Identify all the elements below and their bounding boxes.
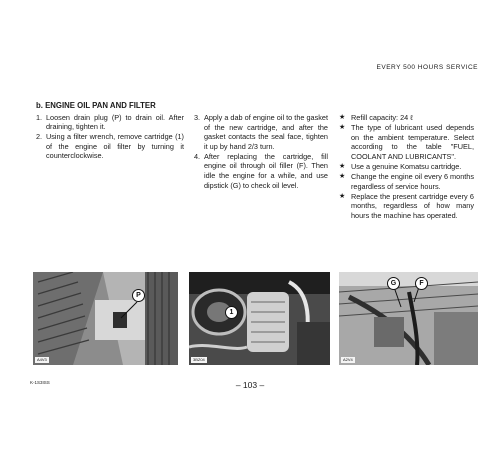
step-text: Apply a dab of engine oil to the gasket of the new cartridge, and after the gasket contacts the seal face, tighten it up by hand 2/3 turn. bbox=[204, 113, 328, 151]
note-text: Replace the present cartridge every 6 months, regardless of how many hours the machine has operated. bbox=[351, 191, 474, 220]
section-title: b. ENGINE OIL PAN AND FILTER bbox=[36, 101, 156, 110]
step-number: 4. bbox=[194, 151, 201, 161]
note-item bbox=[339, 113, 474, 123]
page-number: – 103 – bbox=[235, 380, 265, 390]
step-item bbox=[194, 113, 328, 151]
star-icon: ★ bbox=[339, 124, 346, 132]
drain-plug-illustration bbox=[33, 272, 178, 365]
column-2 bbox=[194, 113, 328, 191]
star-icon: ★ bbox=[339, 173, 346, 181]
note-item bbox=[339, 172, 474, 191]
photo-tag: 3BZ04 bbox=[193, 357, 205, 362]
filter-cartridge-illustration bbox=[189, 272, 330, 365]
photo-filter-cartridge bbox=[189, 272, 330, 365]
step-item bbox=[36, 113, 184, 132]
document-code: K-1S3ISS bbox=[30, 380, 50, 385]
note-text: Refill capacity: 24 ℓ bbox=[351, 113, 413, 122]
step-text: After replacing the cartridge, fill engine oil through oil filler (F). Then idle the engine for a while, and use dipstick (G) to check oil level. bbox=[204, 151, 328, 190]
step-list-1 bbox=[36, 113, 184, 161]
column-1 bbox=[36, 101, 184, 162]
step-item bbox=[194, 152, 328, 190]
note-text: Change the engine oil every 6 months regardless of service hours. bbox=[351, 172, 474, 191]
note-item bbox=[339, 123, 474, 161]
photo-tag: A2V4 bbox=[343, 357, 353, 362]
note-item bbox=[339, 162, 474, 172]
callout-p: P bbox=[132, 289, 145, 302]
step-text: Using a filter wrench, remove cartridge (1) of the engine oil filter by turning it counterclockwise. bbox=[46, 132, 184, 161]
callout-1: 1 bbox=[225, 306, 238, 319]
callout-f: F bbox=[415, 277, 428, 290]
notes-list bbox=[339, 113, 474, 221]
step-item bbox=[36, 132, 184, 161]
callout-g: G bbox=[387, 277, 400, 290]
step-number: 3. bbox=[194, 113, 201, 122]
step-number: 1. bbox=[36, 112, 43, 122]
step-number: 2. bbox=[36, 132, 43, 142]
photo-tag: A4V3 bbox=[37, 357, 47, 362]
step-list-2 bbox=[194, 113, 328, 190]
star-icon: ★ bbox=[339, 162, 346, 170]
note-text: The type of lubricant used depends on the ambient temperature. Select according to the table "FUEL, COOLANT AND LUBRICANTS". bbox=[351, 123, 474, 161]
column-3 bbox=[339, 113, 474, 221]
star-icon: ★ bbox=[339, 192, 346, 200]
step-text: Loosen drain plug (P) to drain oil. After draining, tighten it. bbox=[46, 112, 184, 132]
oil-filler-illustration bbox=[339, 272, 478, 365]
star-icon: ★ bbox=[339, 114, 346, 121]
note-text: Use a genuine Komatsu cartridge. bbox=[351, 161, 462, 171]
photo-oil-filler-dipstick bbox=[339, 272, 478, 365]
page-header: EVERY 500 HOURS SERVICE bbox=[376, 64, 478, 71]
note-item bbox=[339, 192, 474, 221]
photo-drain-plug bbox=[33, 272, 178, 365]
